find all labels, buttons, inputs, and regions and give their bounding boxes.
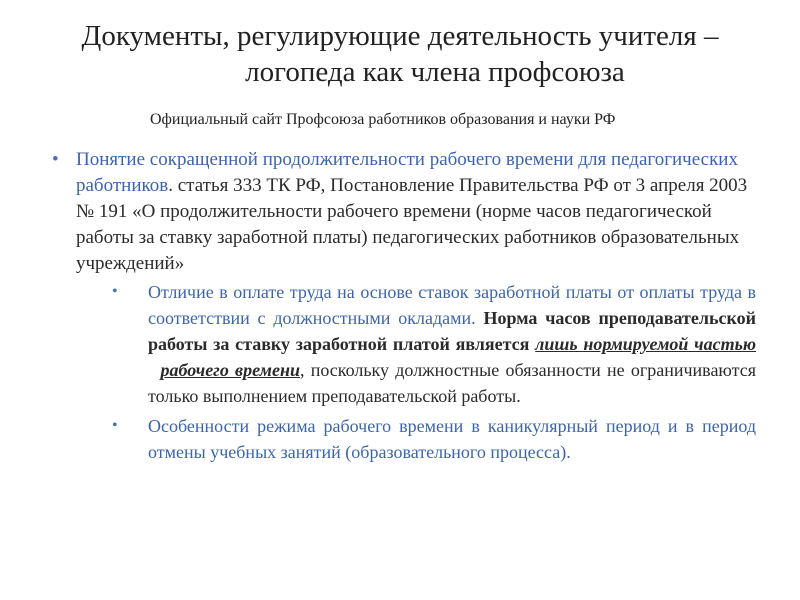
- sub-bullet-underline-2: рабочего времени: [160, 360, 300, 380]
- bullet-highlight: Понятие сокращенной продолжительности рабочего времени для педагогических работников: [76, 149, 738, 196]
- sub-bullet-item: [76, 413, 756, 465]
- slide-title: [20, 18, 780, 90]
- sub-bullet-rest: , поскольку должностные обязанности не ограничиваются только выполнением преподавательской работы.: [148, 360, 757, 406]
- sub-bullet-gap: [148, 360, 160, 380]
- title-line-2: логопеда как члена профсоюза: [245, 56, 625, 88]
- sub-bullet-bold: Норма часов преподавательской работы за ставку заработной платой является: [148, 308, 756, 354]
- sub-bullet-underline-1: лишь нормируемой частью: [535, 334, 756, 354]
- bullet-list: [46, 147, 756, 469]
- title-line-1: Документы, регулирующие деятельность учителя –: [81, 20, 719, 52]
- sub-bullet-marker: •: [112, 417, 118, 434]
- sub-bullet-item: [76, 279, 756, 409]
- sub-bullet-marker: •: [112, 283, 118, 300]
- bullet-text: . статья 333 ТК РФ, Постановление Правительства РФ от 3 апреля 2003 № 191 «О продолжительности рабочего времени (норме часов педагогической работы за ставку заработной платы) педагогических работников образовательных учреждений»: [76, 175, 748, 274]
- bullet-marker: •: [52, 149, 59, 170]
- source-caption: Официальный сайт Профсоюза работников образования и науки РФ: [150, 111, 616, 128]
- sub-bullet-highlight: Отличие в оплате труда на основе ставок заработной платы от оплаты труда в соответствии с должностными окладами.: [148, 282, 756, 328]
- bullet-item: [46, 147, 756, 465]
- sub-bullet-list: [76, 279, 756, 465]
- sub-bullet-highlight: Особенности режима рабочего времени в каникулярный период и в период отмены учебных занятий (образовательного процесса).: [148, 416, 756, 462]
